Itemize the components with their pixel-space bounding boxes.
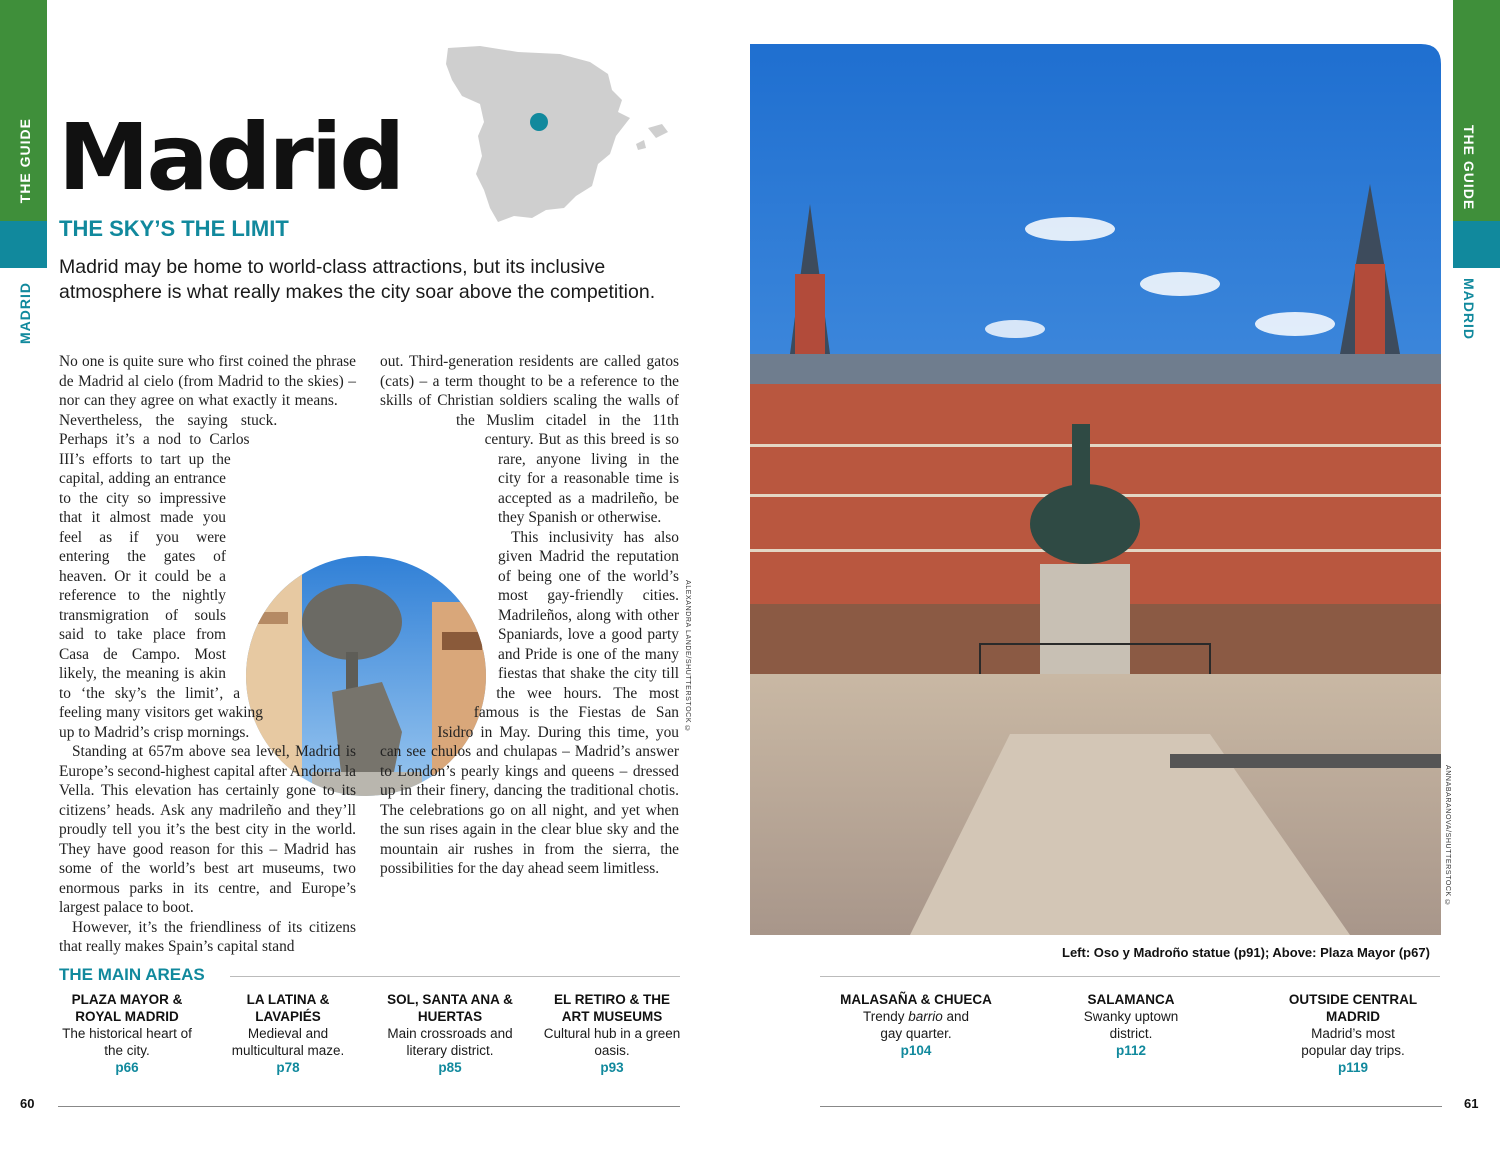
area-page-ref[interactable]: p104 [900,1043,932,1058]
area-description: The historical heart of the city. [62,1026,192,1058]
area-card[interactable] [51,991,203,1076]
left-chapter-label: MADRID [17,282,33,344]
right-chapter-label: MADRID [1461,278,1477,340]
left-section-label: THE GUIDE [17,118,33,204]
statue-photo-credit: ALEXANDRA LANDE/SHUTTERSTOCK © [684,580,691,734]
area-name: PLAZA MAYOR & ROYAL MADRID [71,992,183,1024]
plaza-mayor-photo [750,44,1441,935]
article-body-column-1 [59,352,356,957]
area-card[interactable] [1061,991,1201,1059]
intro-paragraph: Madrid may be home to world-class attractions, but its inclusive atmosphere is what really makes the city soar above the competition. [59,256,656,303]
page-number-left: 60 [20,1096,35,1111]
area-description: Trendy barrio and gay quarter. [862,1009,970,1041]
area-description: Cultural hub in a green oasis. [543,1026,681,1058]
footer-rule-left [58,1106,680,1107]
footer-rule-right [820,1106,1442,1107]
madrid-location-dot [530,113,548,131]
area-page-ref[interactable]: p78 [276,1060,300,1075]
page-number-right: 61 [1464,1096,1479,1111]
col1-paragraph-1: No one is quite sure who first coined the phrase de Madrid al cielo (from Madrid to the skies) – nor can they agree on what exactly it means. Nevertheless, the saying stuck. Perhaps it’s a nod to Carlos III’s efforts to tart up the capital, adding an entrance to the city so impressive that it almost made you feel as if you were entering the gates of heaven. Or it could be a reference to the nightly transmigration of souls said to take place from Casa de Campo. Most likely, the meaning is akin to ‘the sky’s the limit’, a feeling many visitors get waking up to Madrid’s crisp mornings. [59,353,356,741]
subtitle: THE SKY’S THE LIMIT [59,216,289,241]
right-chapter-tab [1453,221,1500,268]
area-page-ref[interactable]: p85 [438,1060,462,1075]
spain-mainland-shape [446,46,630,222]
plaza-photo-credit: ANNABARANOVA/SHUTTERSTOCK © [1444,765,1451,907]
area-page-ref[interactable]: p66 [115,1060,139,1075]
area-name: EL RETIRO & THE ART MUSEUMS [553,992,670,1024]
area-name: OUTSIDE CENTRAL MADRID [1288,992,1418,1024]
area-card[interactable] [377,991,523,1076]
col1-paragraph-3: However, it’s the friendliness of its citizens that really makes Spain’s capital stand [59,918,356,955]
area-description: Medieval and multicultural maze. [231,1026,345,1058]
area-page-ref[interactable]: p93 [600,1060,624,1075]
area-card[interactable] [539,991,685,1076]
page-title: Madrid [58,104,403,211]
col2-paragraph-1: out. Third-generation residents are called gatos (cats) – a term thought to be a reference to the skills of Christian soldiers scaling the walls of the Muslim citadel in the 11th century. But as this breed is so rare, anyone living in the city for a reasonable time is accepted as a madrileño, be they Spanish or otherwise. [380,353,679,526]
col1-paragraph-2: Standing at 657m above sea level, Madrid is Europe’s second-highest capital after Andorra la Vella. This elevation has certainly gone to its citizens’ heads. Ask any madrileño and they’ll proudly tell you it’s the best city in the world. They have good reason for this – Madrid has some of the world’s best art museums, two enormous parks in its centre, and Europe’s largest palace to boot. [59,743,357,916]
area-card[interactable] [1278,991,1428,1076]
main-areas-rule-left [230,976,680,977]
area-name: SALAMANCA [1087,992,1175,1007]
balearic-islands-shape [636,124,668,150]
area-description: Swanky uptown district. [1083,1009,1179,1041]
article-body-column-2 [380,352,679,879]
area-name: LA LATINA & LAVAPIÉS [246,992,330,1024]
right-section-label: THE GUIDE [1461,125,1477,211]
main-areas-rule-right [820,976,1440,977]
area-card[interactable] [838,991,994,1059]
area-description: Main crossroads and literary district. [387,1026,513,1058]
area-page-ref[interactable]: p119 [1337,1060,1369,1075]
spain-locator-map [440,40,672,238]
area-name: MALASAÑA & CHUECA [840,992,992,1007]
main-areas-heading: THE MAIN AREAS [59,965,205,984]
area-card[interactable] [213,991,363,1076]
col2-paragraph-2: This inclusivity has also given Madrid the reputation of being one of the world’s most gay-friendly cities. Madrileños, along with other Spaniards, love a good party and Pride is one of the many fiestas that shake the city till the wee hours. The most famous is the Fiestas de San Isidro in May. During this time, you can see chulos and chulapas – Madrid’s answer to London’s pearly kings and queens – dressed up in their finery, dancing the traditional chotis. The celebrations go on all night, and yet when the sun rises again in the clear blue sky and the mountain air rushes in from the sierra, the possibilities for the day ahead seem limitless. [380,528,679,877]
area-page-ref[interactable]: p112 [1115,1043,1147,1058]
area-name: SOL, SANTA ANA & HUERTAS [387,992,513,1024]
area-description: Madrid’s most popular day trips. [1301,1026,1405,1058]
left-chapter-tab [0,221,47,268]
photo-caption: Left: Oso y Madroño statue (p91); Above: Plaza Mayor (p67) [1062,945,1430,960]
